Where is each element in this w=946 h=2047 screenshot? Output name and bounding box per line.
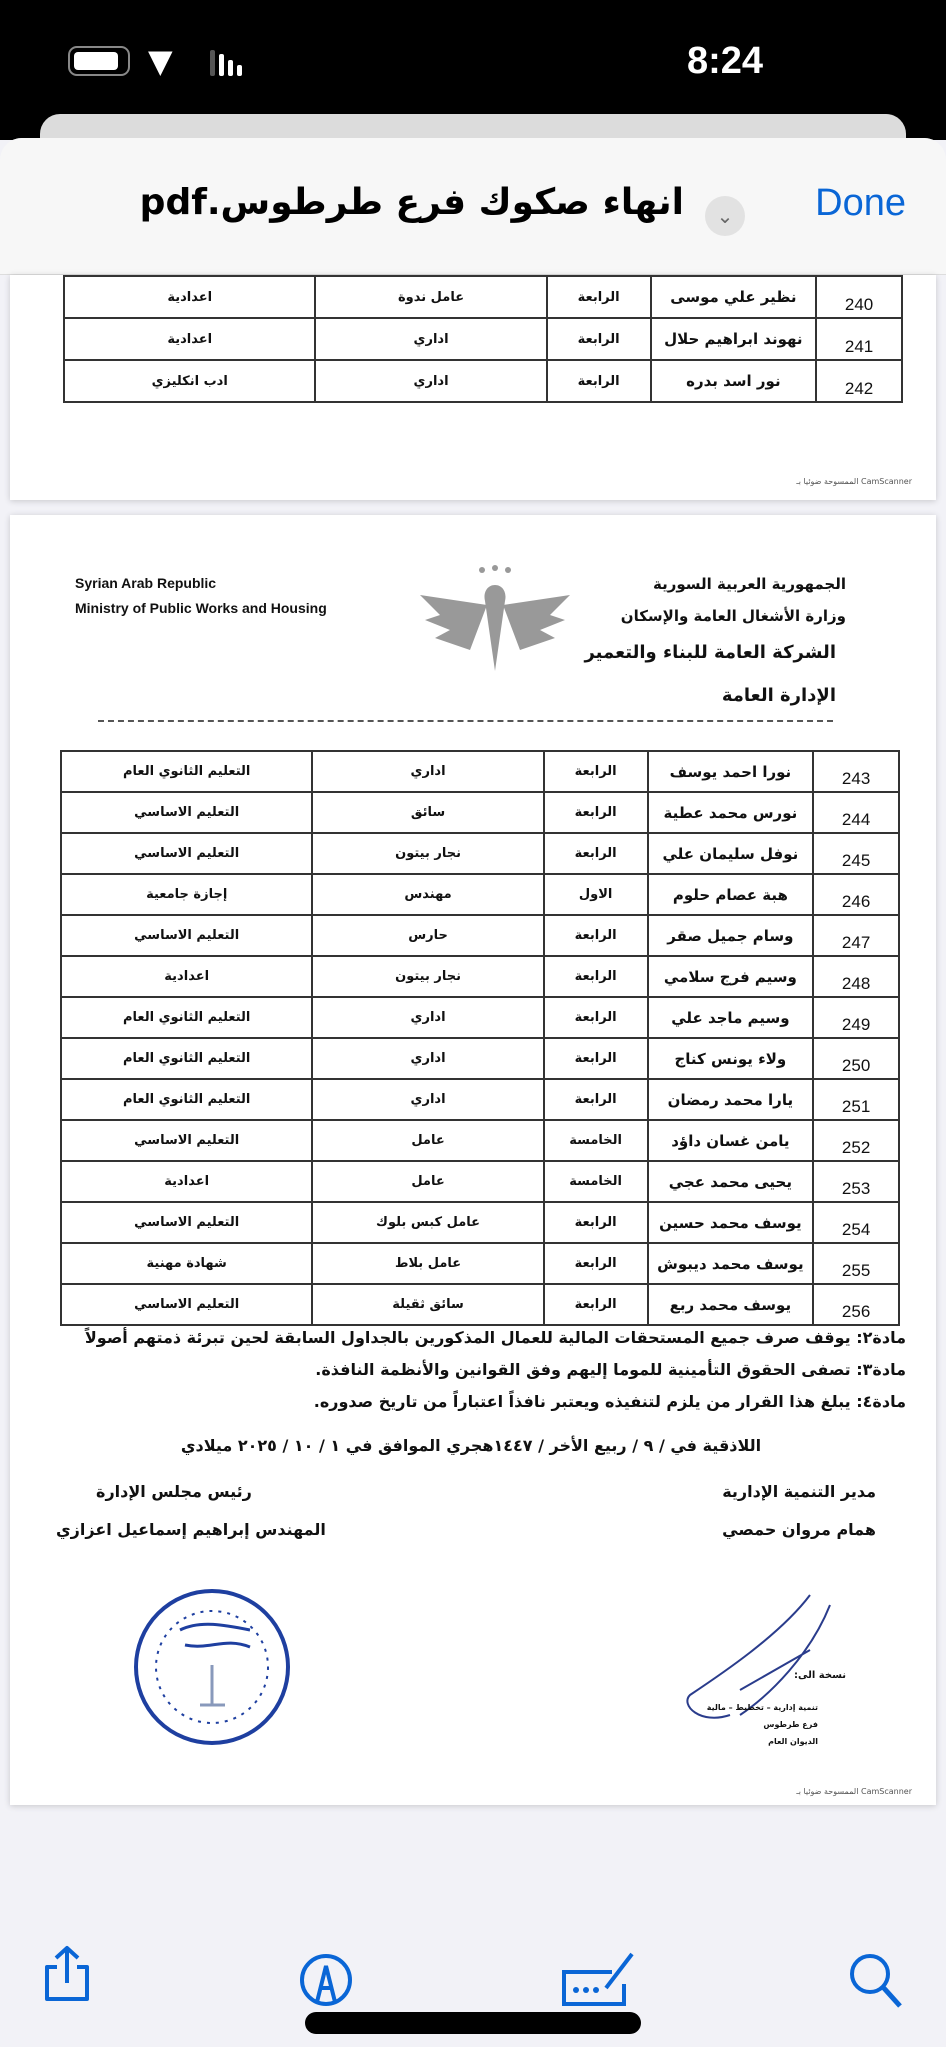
worker-job: عامل بلاط bbox=[312, 1243, 543, 1284]
row-number: 252 bbox=[813, 1120, 899, 1161]
worker-grade: الرابعة bbox=[544, 997, 648, 1038]
worker-job: اداري bbox=[312, 1079, 543, 1120]
worker-job: اداري bbox=[312, 751, 543, 792]
worker-grade: الرابعة bbox=[544, 1079, 648, 1120]
row-number: 251 bbox=[813, 1079, 899, 1120]
worker-name: يارا محمد رمضان bbox=[648, 1079, 814, 1120]
table-row bbox=[61, 997, 899, 1038]
worker-grade: الرابعة bbox=[544, 1202, 648, 1243]
worker-grade: الخامسة bbox=[544, 1120, 648, 1161]
worker-qualification: ادب انكليزي bbox=[64, 360, 315, 402]
worker-name: نورا احمد يوسف bbox=[648, 751, 814, 792]
worker-qualification: اعدادية bbox=[64, 318, 315, 360]
workers-table-page-2 bbox=[60, 750, 900, 1326]
table-row bbox=[61, 1284, 899, 1325]
worker-job: عامل ندوة bbox=[315, 276, 546, 318]
worker-name: نظير علي موسى bbox=[651, 276, 817, 318]
worker-qualification: إجازة جامعية bbox=[61, 874, 312, 915]
workers-table-page-1 bbox=[63, 275, 903, 403]
wifi-icon: ▼ bbox=[148, 42, 173, 80]
worker-qualification: التعليم الاساسي bbox=[61, 1120, 312, 1161]
table-row bbox=[61, 1161, 899, 1202]
copy-to-label: نسخة الى: bbox=[794, 1670, 846, 1681]
letterhead-ar-line1: الجمهورية العربية السورية bbox=[653, 575, 846, 593]
camscanner-footer: الممسوحة ضوئيا بـ CamScanner bbox=[796, 1787, 912, 1796]
table-row bbox=[61, 1243, 899, 1284]
worker-qualification: التعليم الاساسي bbox=[61, 1202, 312, 1243]
battery-icon bbox=[68, 46, 130, 76]
letterhead-en-line2: Ministry of Public Works and Housing bbox=[75, 600, 327, 616]
table-row bbox=[61, 1120, 899, 1161]
worker-grade: الرابعة bbox=[544, 792, 648, 833]
row-number: 254 bbox=[813, 1202, 899, 1243]
worker-qualification: التعليم الاساسي bbox=[61, 792, 312, 833]
row-number: 246 bbox=[813, 874, 899, 915]
worker-qualification: اعدادية bbox=[61, 1161, 312, 1202]
worker-qualification: التعليم الاساسي bbox=[61, 833, 312, 874]
worker-grade: الرابعة bbox=[544, 833, 648, 874]
worker-name: يامن غسان داؤد bbox=[648, 1120, 814, 1161]
viewer-header bbox=[0, 138, 946, 275]
worker-qualification: التعليم الاساسي bbox=[61, 915, 312, 956]
letterhead-ar-line2: وزارة الأشغال العامة والإسكان bbox=[620, 607, 846, 625]
table-row bbox=[61, 915, 899, 956]
signatory-right-title: مدير التنمية الإدارية bbox=[722, 1482, 876, 1501]
worker-qualification: شهادة مهنية bbox=[61, 1243, 312, 1284]
worker-name: وسيم ماجد علي bbox=[648, 997, 814, 1038]
copy-to-item: فرع طرطوس bbox=[763, 1720, 818, 1729]
article-2: مادة٢: يوقف صرف جميع المستحقات المالية للعمال المذكورين بالجداول السابقة لحين تبرئة ذمتهم أصولاً bbox=[84, 1328, 906, 1347]
table-row bbox=[64, 360, 902, 402]
worker-qualification: التعليم الاساسي bbox=[61, 1284, 312, 1325]
signatory-right-name: همام مروان حمصي bbox=[722, 1520, 876, 1539]
worker-name: هبة عصام حلوم bbox=[648, 874, 814, 915]
worker-job: نجار بيتون bbox=[312, 833, 543, 874]
worker-qualification: اعدادية bbox=[64, 276, 315, 318]
worker-name: نور اسد بدره bbox=[651, 360, 817, 402]
worker-qualification: التعليم الثانوي العام bbox=[61, 1038, 312, 1079]
row-number: 244 bbox=[813, 792, 899, 833]
row-number: 247 bbox=[813, 915, 899, 956]
worker-name: نهوند ابراهيم حلال bbox=[651, 318, 817, 360]
worker-name: يوسف محمد حسين bbox=[648, 1202, 814, 1243]
row-number: 242 bbox=[816, 360, 902, 402]
row-number: 240 bbox=[816, 276, 902, 318]
eagle-emblem-icon bbox=[415, 560, 575, 685]
camscanner-footer: الممسوحة ضوئيا بـ CamScanner bbox=[796, 477, 912, 486]
letterhead-ar-line3: الشركة العامة للبناء والتعمير bbox=[584, 642, 836, 663]
decision-text-block bbox=[36, 1327, 906, 1541]
worker-grade: الرابعة bbox=[544, 915, 648, 956]
search-icon[interactable] bbox=[848, 1952, 904, 2008]
official-stamp-icon bbox=[125, 1585, 300, 1750]
signatory-left-name: المهندس إبراهيم إسماعيل اعزازي bbox=[56, 1520, 326, 1539]
letterhead-en-line1: Syrian Arab Republic bbox=[75, 575, 217, 591]
table-row bbox=[64, 276, 902, 318]
worker-grade: الرابعة bbox=[547, 318, 651, 360]
document-title[interactable]: انهاء صكوك فرع طرطوس.pdf bbox=[139, 182, 684, 223]
worker-name: نورس محمد عطية bbox=[648, 792, 814, 833]
worker-grade: الرابعة bbox=[544, 751, 648, 792]
worker-name: وسيم فرج سلامي bbox=[648, 956, 814, 997]
worker-grade: الخامسة bbox=[544, 1161, 648, 1202]
worker-grade: الرابعة bbox=[544, 956, 648, 997]
worker-job: اداري bbox=[315, 318, 546, 360]
home-indicator[interactable] bbox=[305, 2012, 641, 2034]
worker-grade: الرابعة bbox=[544, 1038, 648, 1079]
worker-grade: الرابعة bbox=[544, 1284, 648, 1325]
row-number: 255 bbox=[813, 1243, 899, 1284]
table-row bbox=[61, 751, 899, 792]
signatory-names-row bbox=[36, 1519, 906, 1541]
worker-job: عامل bbox=[312, 1120, 543, 1161]
worker-job: اداري bbox=[312, 997, 543, 1038]
worker-grade: الرابعة bbox=[544, 1243, 648, 1284]
done-button[interactable]: Done bbox=[815, 182, 906, 224]
pdf-page-1 bbox=[10, 275, 936, 500]
table-row bbox=[61, 1079, 899, 1120]
letterhead-divider bbox=[98, 720, 833, 722]
table-row bbox=[61, 833, 899, 874]
worker-qualification: التعليم الثانوي العام bbox=[61, 1079, 312, 1120]
row-number: 256 bbox=[813, 1284, 899, 1325]
row-number: 245 bbox=[813, 833, 899, 874]
row-number: 243 bbox=[813, 751, 899, 792]
markup-icon[interactable] bbox=[298, 1952, 354, 2008]
signatory-titles-row bbox=[36, 1481, 906, 1503]
worker-grade: الرابعة bbox=[547, 276, 651, 318]
worker-job: اداري bbox=[312, 1038, 543, 1079]
worker-name: ولاء يونس كناج bbox=[648, 1038, 814, 1079]
worker-grade: الاول bbox=[544, 874, 648, 915]
share-icon[interactable] bbox=[42, 1945, 92, 2005]
signatory-left-title: رئيس مجلس الإدارة bbox=[96, 1482, 252, 1501]
worker-qualification: اعدادية bbox=[61, 956, 312, 997]
table-row bbox=[61, 1038, 899, 1079]
worker-job: حارس bbox=[312, 915, 543, 956]
table-row bbox=[64, 318, 902, 360]
row-number: 241 bbox=[816, 318, 902, 360]
table-row bbox=[61, 1202, 899, 1243]
row-number: 249 bbox=[813, 997, 899, 1038]
article-3: مادة٣: تصفى الحقوق التأمينية للموما إليهم وفق القوانين والأنظمة النافذة. bbox=[315, 1360, 906, 1379]
worker-job: اداري bbox=[315, 360, 546, 402]
worker-job: سائق ثقيلة bbox=[312, 1284, 543, 1325]
worker-qualification: التعليم الثانوي العام bbox=[61, 997, 312, 1038]
worker-job: عامل كبس بلوك bbox=[312, 1202, 543, 1243]
worker-name: نوفل سليمان علي bbox=[648, 833, 814, 874]
worker-job: سائق bbox=[312, 792, 543, 833]
worker-job: مهندس bbox=[312, 874, 543, 915]
row-number: 248 bbox=[813, 956, 899, 997]
table-row bbox=[61, 956, 899, 997]
worker-name: يوسف محمد ربع bbox=[648, 1284, 814, 1325]
worker-qualification: التعليم الثانوي العام bbox=[61, 751, 312, 792]
table-row bbox=[61, 874, 899, 915]
copy-to-item: الديوان العام bbox=[768, 1737, 818, 1746]
worker-name: وسام جميل صقر bbox=[648, 915, 814, 956]
status-time: 8:24 bbox=[686, 40, 763, 82]
worker-grade: الرابعة bbox=[547, 360, 651, 402]
table-row bbox=[61, 792, 899, 833]
pdf-page-2 bbox=[10, 515, 936, 1805]
row-number: 250 bbox=[813, 1038, 899, 1079]
letterhead-ar-line4: الإدارة العامة bbox=[721, 685, 836, 706]
worker-job: عامل bbox=[312, 1161, 543, 1202]
worker-name: يوسف محمد ديبوش bbox=[648, 1243, 814, 1284]
copy-to-item: تنمية إدارية – تخطيط – مالية bbox=[706, 1703, 818, 1712]
worker-name: يحيى محمد عجي bbox=[648, 1161, 814, 1202]
article-4: مادة٤: يبلغ هذا القرار من يلزم لتنفيذه ويعتبر نافذاً اعتباراً من تاريخ صدوره. bbox=[313, 1392, 906, 1411]
worker-job: نجار بيتون bbox=[312, 956, 543, 997]
signature-form-icon[interactable] bbox=[560, 1952, 640, 2008]
row-number: 253 bbox=[813, 1161, 899, 1202]
cellular-signal-icon bbox=[210, 50, 242, 76]
date-line: اللاذقية في / ٩ / ربيع الأخر / ١٤٤٧هجري الموافق في ١ / ١٠ / ٢٠٢٥ ميلادي bbox=[180, 1436, 762, 1455]
chevron-down-icon[interactable]: ⌄ bbox=[705, 196, 745, 236]
